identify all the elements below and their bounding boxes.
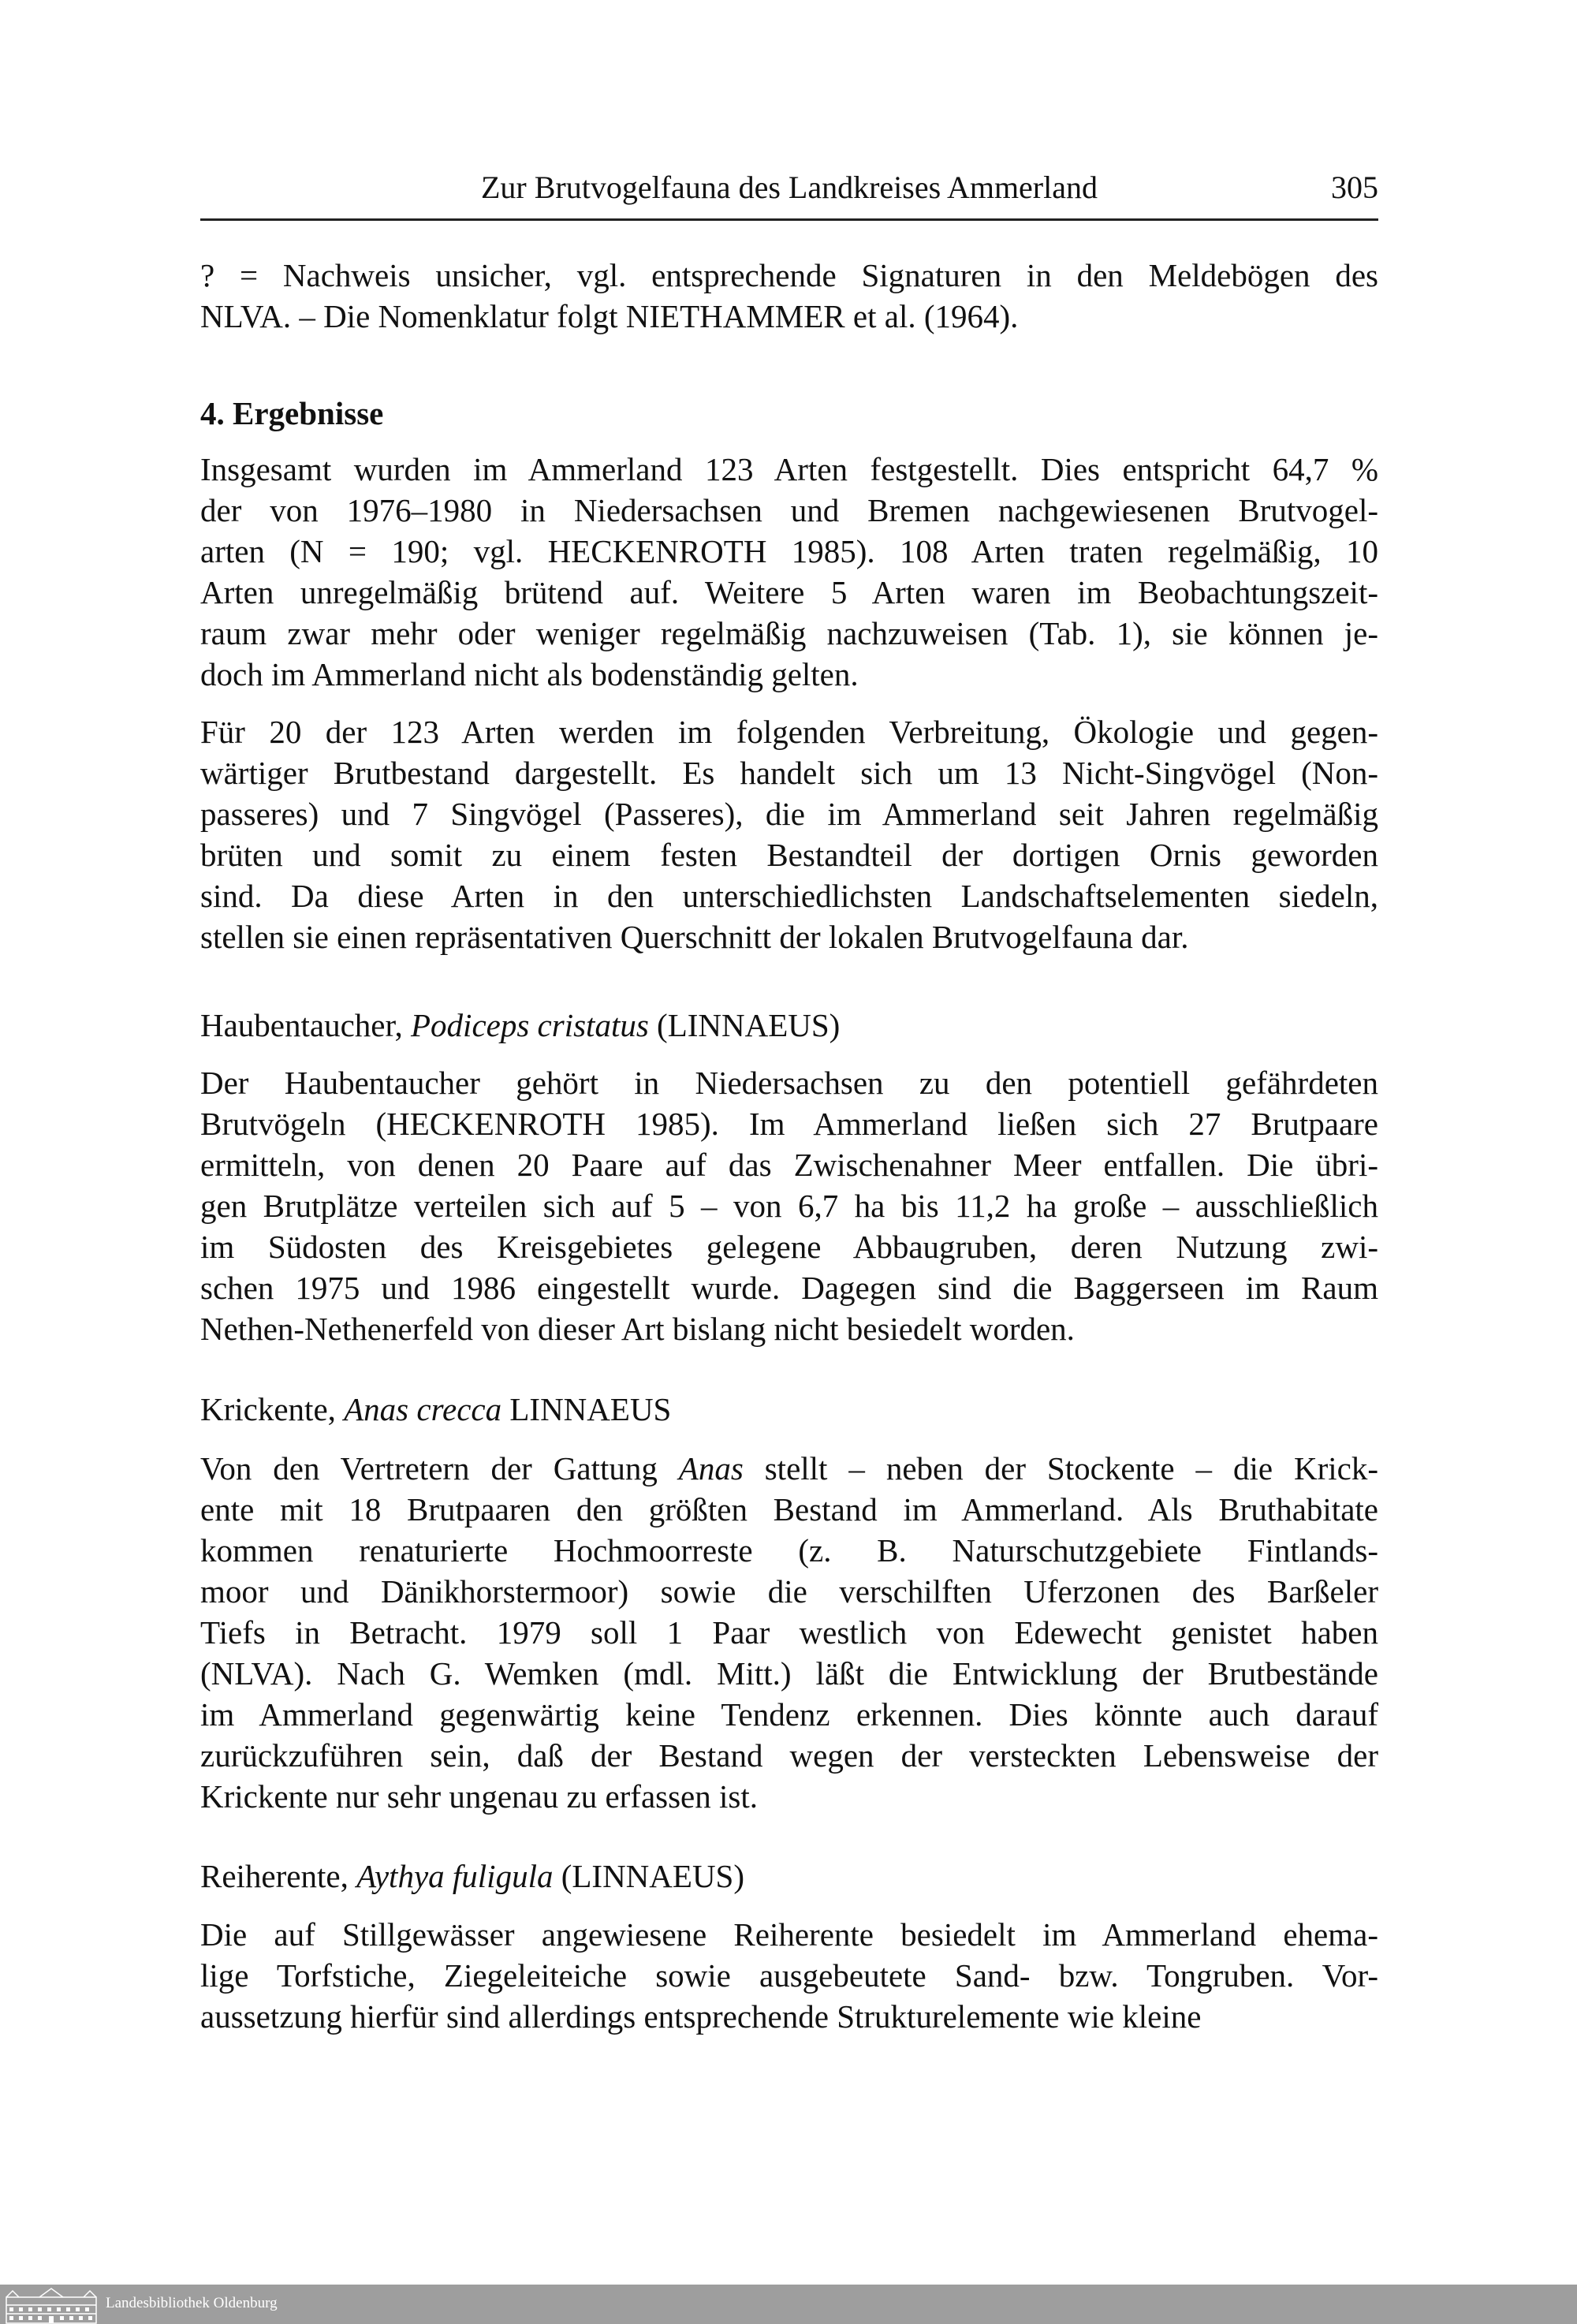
text-line (200, 1103, 1378, 1144)
text-segment: aussetzung hierfür sind allerdings entsprechende Strukturelemente wie kleine (200, 1998, 1202, 2035)
text-line (200, 1653, 1378, 1694)
text-segment: Krickente nur sehr ungenau zu erfassen ist. (200, 1778, 758, 1815)
text-segment: ermitteln, von denen 20 Paare auf das Zwischenahner Meer entfallen. Die übri- (200, 1147, 1378, 1183)
text-segment: kommen renaturierte Hochmoorreste (z. B. Naturschutzgebiete Fintlands- (200, 1532, 1378, 1569)
text-line: Für 20 der 123 Arten werden im folgenden Verbreitung, Ökologie und gegen- (200, 714, 1378, 750)
section-heading: 4. Ergebnisse (200, 395, 384, 431)
species-paragraph (200, 1062, 1378, 1349)
text-segment: zurückzuführen sein, daß der Bestand wegen der versteckten Lebensweise der (200, 1737, 1378, 1774)
text-line (200, 1996, 1378, 2037)
species-latin-name: Anas crecca (344, 1391, 502, 1427)
italic-genus: Anas (678, 1450, 744, 1487)
species-author: (LINNAEUS) (648, 1007, 841, 1043)
paragraph (200, 449, 1378, 695)
library-footer-bar (0, 2285, 1577, 2324)
species-paragraph (200, 1914, 1378, 2037)
species-latin-name: Podiceps cristatus (411, 1007, 649, 1043)
text-segment: gen Brutplätze verteilen sich auf 5 – von 6,7 ha bis 11,2 ha große – ausschließlich (200, 1188, 1378, 1224)
text-line: Insgesamt wurden im Ammerland 123 Arten festgestellt. Dies entspricht 64,7 % (200, 451, 1378, 487)
library-name: Landesbibliothek Oldenburg (106, 2295, 278, 2311)
text-segment: lige Torfstiche, Ziegeleiteiche sowie ausgebeutete Sand- bzw. Tongruben. Vor- (200, 1957, 1378, 1994)
species-heading (200, 1389, 1378, 1430)
text-line (200, 1144, 1378, 1185)
text-line (200, 1571, 1378, 1612)
species-common-name: Reiherente, (200, 1858, 357, 1894)
text-line (200, 1185, 1378, 1226)
species-author: LINNAEUS (501, 1391, 672, 1427)
species-common-name: Haubentaucher, (200, 1007, 412, 1043)
text-line: Arten unregelmäßig brütend auf. Weitere 5 Arten waren im Beobachtungszeit- (200, 574, 1378, 610)
text-line (200, 1735, 1378, 1776)
header-rule (200, 218, 1378, 221)
text-segment: Die auf Stillgewässer angewiesene Reiherente besiedelt im Ammerland ehema- (200, 1916, 1378, 1953)
running-title: Zur Brutvogelfauna des Landkreises Ammerland (481, 170, 1098, 205)
text-line (200, 1530, 1378, 1571)
text-line (200, 1612, 1378, 1653)
text-segment: im Ammerland gegenwärtig keine Tendenz erkennen. Dies könnte auch darauf (200, 1696, 1378, 1733)
species-common-name: Krickente, (200, 1391, 345, 1427)
library-building-logo-icon (5, 2288, 98, 2324)
species-latin-name: Aythya fuligula (356, 1858, 554, 1894)
text-line (200, 1694, 1378, 1735)
text-line: wärtiger Brutbestand dargestellt. Es handelt sich um 13 Nicht-Singvögel (Non- (200, 755, 1378, 791)
text-line (200, 1489, 1378, 1530)
text-line: NLVA. – Die Nomenklatur folgt NIETHAMMER et al. (1964). (200, 298, 1019, 334)
text-line: doch im Ammerland nicht als bodenständig gelten. (200, 656, 859, 692)
text-line: arten (N = 190; vgl. HECKENROTH 1985). 108 Arten traten regelmäßig, 10 (200, 533, 1378, 569)
text-segment: im Südosten des Kreisgebietes gelegene Abbaugruben, deren Nutzung zwi- (200, 1229, 1378, 1265)
text-line: der von 1976–1980 in Niedersachsen und Bremen nachgewiesenen Brutvogel- (200, 492, 1378, 528)
text-line (200, 1914, 1378, 1955)
species-heading (200, 1005, 1378, 1046)
text-line: sind. Da diese Arten in den unterschiedlichsten Landschaftselementen siedeln, (200, 878, 1378, 914)
text-line: passeres) und 7 Singvögel (Passeres), die im Ammerland seit Jahren regelmäßig (200, 796, 1378, 832)
page-number: 305 (1331, 170, 1378, 205)
text-line (200, 1062, 1378, 1103)
text-line: stellen sie einen repräsentativen Querschnitt der lokalen Brutvogelfauna dar. (200, 919, 1189, 955)
text-line (200, 1267, 1378, 1308)
text-line: raum zwar mehr oder weniger regelmäßig nachzuweisen (Tab. 1), sie können je- (200, 615, 1378, 651)
text-line: ? = Nachweis unsicher, vgl. entsprechende Signaturen in den Meldebögen des (200, 257, 1378, 293)
text-segment: stellt – neben der Stockente – die Krick- (743, 1450, 1378, 1487)
text-segment: ente mit 18 Brutpaaren den größten Bestand im Ammerland. Als Bruthabitate (200, 1491, 1378, 1528)
paragraph (200, 711, 1378, 957)
species-paragraph (200, 1448, 1378, 1817)
text-line: brüten und somit zu einem festen Bestandteil der dortigen Ornis geworden (200, 837, 1378, 873)
text-line (200, 1226, 1378, 1267)
footnote (200, 255, 1378, 337)
species-author: (LINNAEUS) (553, 1858, 745, 1894)
text-segment: Von den Vertretern der Gattung (200, 1450, 679, 1487)
text-line (200, 1308, 1378, 1349)
text-line (200, 1955, 1378, 1996)
text-line (200, 1448, 1378, 1489)
text-line (200, 1776, 1378, 1817)
text-segment: Brutvögeln (HECKENROTH 1985). Im Ammerland ließen sich 27 Brutpaare (200, 1106, 1378, 1142)
text-segment: Der Haubentaucher gehört in Niedersachsen zu den potentiell gefährdeten (200, 1065, 1378, 1101)
text-segment: Tiefs in Betracht. 1979 soll 1 Paar westlich von Edewecht genistet haben (200, 1614, 1378, 1651)
text-segment: Nethen-Nethenerfeld von dieser Art bislang nicht besiedelt worden. (200, 1311, 1075, 1347)
running-header (200, 167, 1378, 208)
text-segment: (NLVA). Nach G. Wemken (mdl. Mitt.) läßt die Entwicklung der Brutbestände (200, 1655, 1378, 1692)
text-segment: schen 1975 und 1986 eingestellt wurde. Dagegen sind die Baggerseen im Raum (200, 1270, 1378, 1306)
species-heading (200, 1856, 1378, 1897)
text-segment: moor und Dänikhorstermoor) sowie die verschilften Uferzonen des Barßeler (200, 1573, 1378, 1610)
